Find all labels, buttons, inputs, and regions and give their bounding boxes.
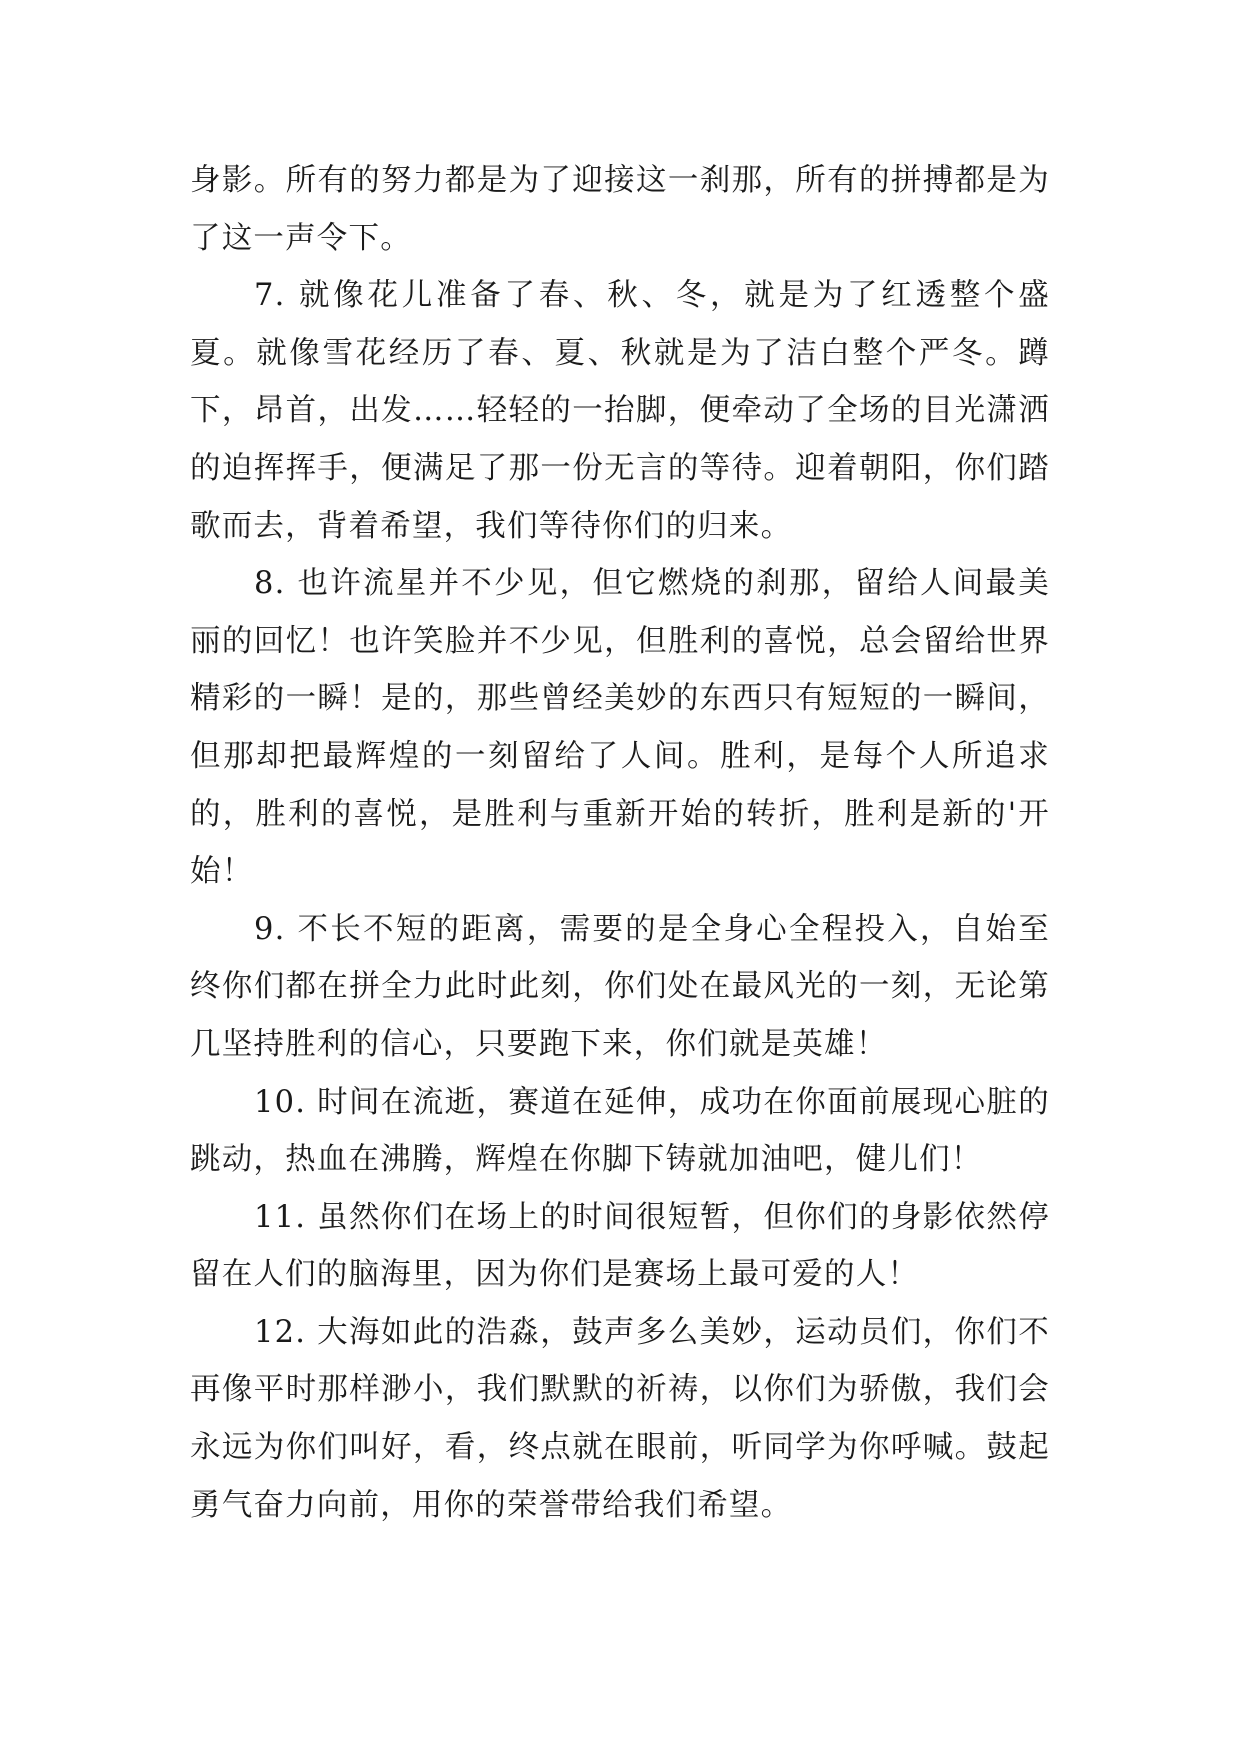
paragraph-8: 8. 也许流星并不少见，但它燃烧的刹那，留给人间最美丽的回忆！也许笑脸并不少见，但胜利的喜悦，总会留给世界精彩的一瞬！是的，那些曾经美妙的东西只有短短的一瞬间，但那却把最辉煌的一刻留给了人间。胜利，是每个人所追求的，胜利的喜悦，是胜利与重新开始的转折，胜利是新的'开始！ <box>190 566 1050 890</box>
document-body <box>190 152 1050 1534</box>
paragraph-11: 11. 虽然你们在场上的时间很短暂，但你们的身影依然停留在人们的脑海里，因为你们是赛场上最可爱的人！ <box>190 1199 1050 1293</box>
paragraph-continuation: 身影。所有的努力都是为了迎接这一刹那，所有的拼搏都是为了这一声令下。 <box>190 163 1050 256</box>
paragraph-10: 10. 时间在流逝，赛道在延伸，成功在你面前展现心脏的跳动，热血在沸腾，辉煌在你脚下铸就加油吧，健儿们！ <box>190 1084 1050 1178</box>
paragraph-12: 12. 大海如此的浩淼，鼓声多么美妙，运动员们，你们不再像平时那样渺小，我们默默的祈祷，以你们为骄傲，我们会永远为你们叫好，看，终点就在眼前，听同学为你呼喊。鼓起勇气奋力向前，用你的荣誉带给我们希望。 <box>190 1314 1050 1523</box>
paragraph-9: 9. 不长不短的距离，需要的是全身心全程投入，自始至终你们都在拼全力此时此刻，你们处在最风光的一刻，无论第几坚持胜利的信心，只要跑下来，你们就是英雄！ <box>190 911 1050 1062</box>
paragraph-7: 7. 就像花儿准备了春、秋、冬，就是为了红透整个盛夏。就像雪花经历了春、夏、秋就是为了洁白整个严冬。蹲下，昂首，出发……轻轻的一抬脚，便牵动了全场的目光潇洒的迫挥挥手，便满足了那一份无言的等待。迎着朝阳，你们踏歌而去，背着希望，我们等待你们的归来。 <box>190 278 1050 544</box>
